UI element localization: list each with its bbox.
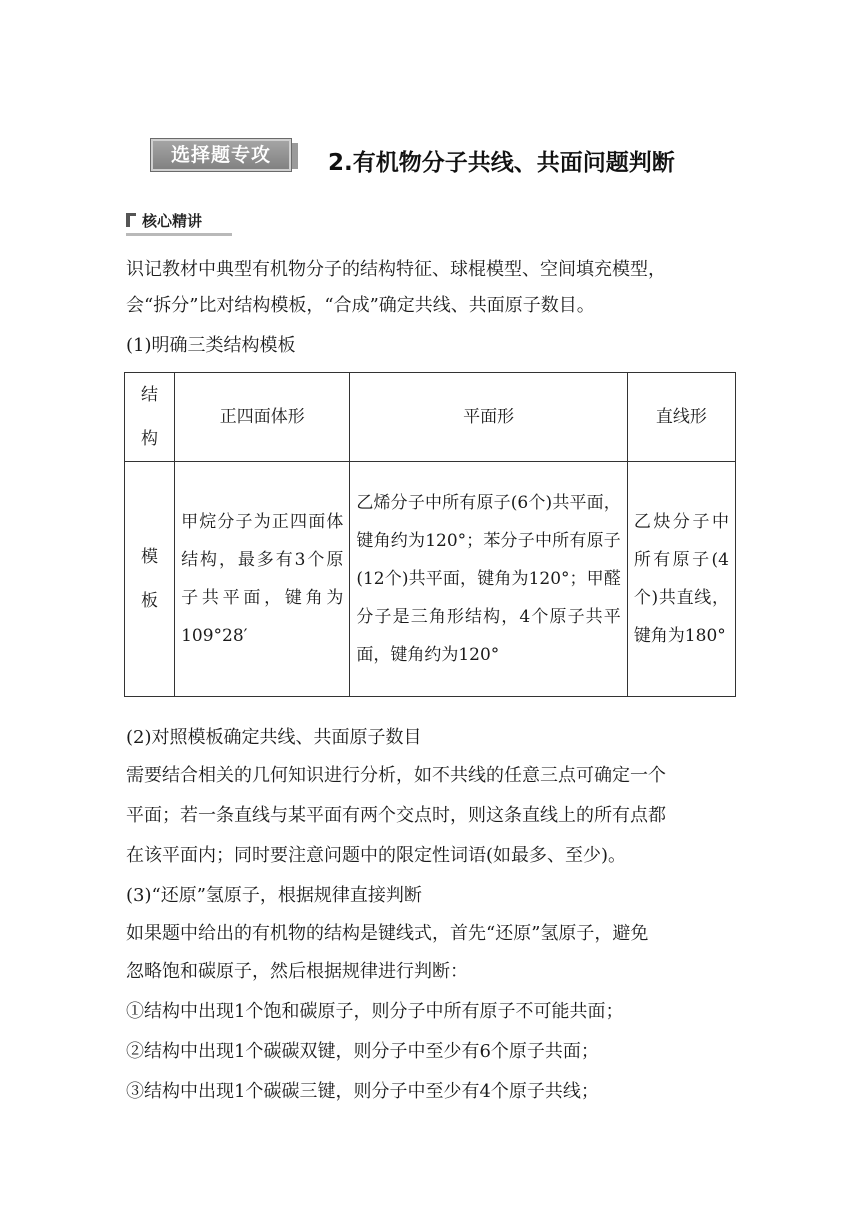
header-structure: 结构 [125,373,175,462]
cell-tetrahedral: 甲烷分子为正四面体结构，最多有3个原子共平面，键角为109°28′ [175,462,350,697]
heading-3: (3)“还原”氢原子，根据规律直接判断 [126,885,422,906]
page-header [150,136,750,176]
p3-line-2: 忽略饱和碳原子，然后根据规律进行判断： [126,961,468,982]
header-planar: 平面形 [350,373,627,462]
intro-line-1: 识记教材中典型有机物分子的结构特征、球棍模型、空间填充模型， [126,259,666,280]
heading-2: (2)对照模板确定共线、共面原子数目 [126,727,422,748]
row-label-template: 模板 [125,462,175,697]
cell-linear: 乙炔分子中所有原子(4个)共直线，键角为180° [627,462,735,697]
topic-tag: 选择题专攻 [150,138,292,172]
header-tetrahedral: 正四面体形 [175,373,350,462]
table-row [125,462,736,697]
p2-line-2: 平面；若一条直线与某平面有两个交点时，则这条直线上的所有点都 [126,805,666,826]
page-title: 2.有机物分子共线、共面问题判断 [328,150,675,176]
p3-line-1: 如果题中给出的有机物的结构是键线式，首先“还原”氢原子，避免 [126,923,649,944]
section-heading [126,209,232,236]
rule-1: ①结构中出现1个饱和碳原子，则分子中所有原子不可能共面； [126,1001,624,1022]
table-header-row [125,373,736,462]
p2-line-3: 在该平面内；同时要注意问题中的限定性词语(如最多、至少)。 [126,845,627,866]
section-marker-icon [126,213,136,227]
intro-line-2: 会“拆分”比对结构模板，“合成”确定共线、共面原子数目。 [126,295,595,316]
rule-2: ②结构中出现1个碳碳双键，则分子中至少有6个原子共面； [126,1041,599,1062]
rule-3: ③结构中出现1个碳碳三键，则分子中至少有4个原子共线； [126,1081,599,1102]
section-label: 核心精讲 [142,212,203,230]
p2-line-1: 需要结合相关的几何知识进行分析，如不共线的任意三点可确定一个 [126,765,666,786]
heading-1: (1)明确三类结构模板 [126,335,296,356]
cell-planar: 乙烯分子中所有原子(6个)共平面，键角约为120°；苯分子中所有原子(12个)共平面，键角为120°；甲醛分子是三角形结构，4个原子共平面，键角约为120° [350,462,627,697]
header-linear: 直线形 [627,373,735,462]
template-table [124,372,736,697]
